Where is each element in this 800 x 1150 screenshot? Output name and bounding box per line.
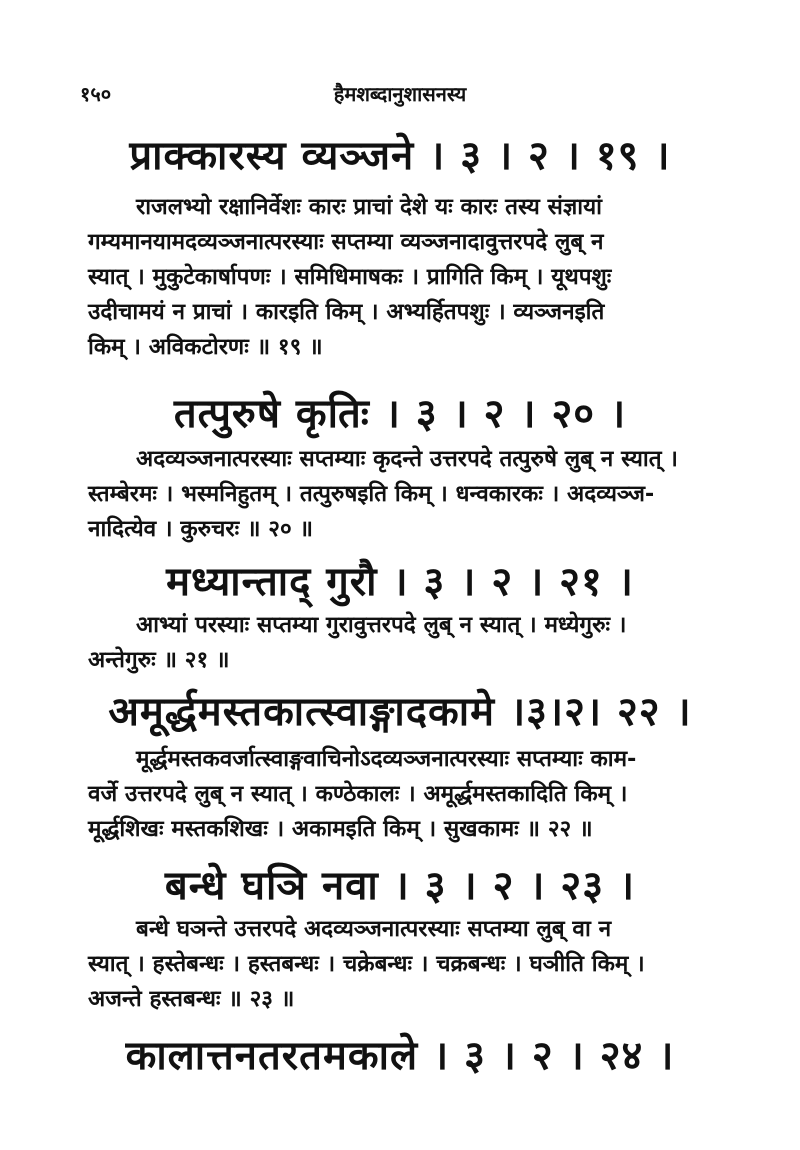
commentary-line: अजन्ते हस्तबन्धः ॥ २३ ॥ <box>88 986 295 1012</box>
commentary-line: अदव्यञ्जनात्परस्याः सप्तम्याः कृदन्ते उत्तरपदे तत्पुरुषे लुब् न स्यात् । <box>136 446 678 472</box>
commentary-line: राजलभ्यो रक्षानिर्वेशः कारः प्राचां देशे यः कारः तस्य संज्ञायां <box>136 194 602 220</box>
sutra-heading-19: प्राक्कारस्य व्यञ्जने । ३ । २ । १९ । <box>129 133 671 179</box>
page-number: १५० <box>80 82 112 106</box>
commentary-21 <box>88 608 708 678</box>
sutra-heading-21: मध्यान्ताद् गुरौ । ३ । २ । २१ । <box>166 559 634 605</box>
commentary-line: उदीचामयं न प्राचां । कारइति किम् । अभ्यर्हितपशुः । व्यञ्जनइति <box>88 299 605 325</box>
commentary-23 <box>88 912 708 1017</box>
commentary-line: गम्यमानयामदव्यञ्जनात्परस्याः सप्तम्या व्यञ्जनादावुत्तरपदे लुब् न <box>88 229 604 255</box>
sutra-heading-22: अमूर्द्धमस्तकात्स्वाङ्गादकामे ।३।२। २२ । <box>108 689 692 735</box>
commentary-line: बन्धे घञन्ते उत्तरपदे अदव्यञ्जनात्परस्याः सप्तम्या लुब् वा न <box>136 916 612 942</box>
running-title: हैमशब्दानुशासनस्य <box>333 82 467 106</box>
commentary-line: आभ्यां परस्याः सप्तम्या गुरावुत्तरपदे लुब् न स्यात् । मध्येगुरुः । <box>136 612 627 638</box>
sutra-heading-23: बन्धे घञि नवा । ३ । २ । २३ । <box>164 863 636 909</box>
page-header <box>80 80 720 110</box>
commentary-line: स्तम्बेरमः । भस्मनिहुतम् । तत्पुरुषइति किम् । धन्वकारकः । अदव्यञ्ज- <box>88 481 655 507</box>
commentary-22 <box>88 742 708 847</box>
commentary-line: मूर्द्धमस्तकवर्जात्स्वाङ्गवाचिनोऽदव्यञ्जनात्परस्याः सप्तम्याः काम- <box>136 746 637 772</box>
commentary-line: स्यात् । मुकुटेकार्षापणः । समिधिमाषकः । प्रागिति किम् । यूथपशुः <box>88 264 612 290</box>
commentary-line: वर्जे उत्तरपदे लुब् न स्यात् । कण्ठेकालः । अमूर्द्धमस्तकादिति किम् । <box>88 781 628 807</box>
commentary-line: नादित्येव । कुरुचरः ॥ २० ॥ <box>88 516 313 542</box>
commentary-line: स्यात् । हस्तेबन्धः । हस्तबन्धः । चक्रेबन्धः । चक्रबन्धः । घञीति किम् । <box>88 951 645 977</box>
commentary-20 <box>88 442 708 547</box>
commentary-19 <box>88 190 708 365</box>
commentary-line: अन्तेगुरुः ॥ २१ ॥ <box>88 647 230 673</box>
sutra-heading-20: तत्पुरुषे कृतिः । ३ । २ । २० । <box>173 391 627 437</box>
commentary-line: मूर्द्धशिखः मस्तकशिखः । अकामइति किम् । सुखकामः ॥ २२ ॥ <box>88 816 593 842</box>
sutra-heading-24: कालात्तनतरतमकाले । ३ । २ । २४ । <box>125 1033 675 1079</box>
commentary-line: किम् । अविकटोरणः ॥ १९ ॥ <box>88 334 323 360</box>
